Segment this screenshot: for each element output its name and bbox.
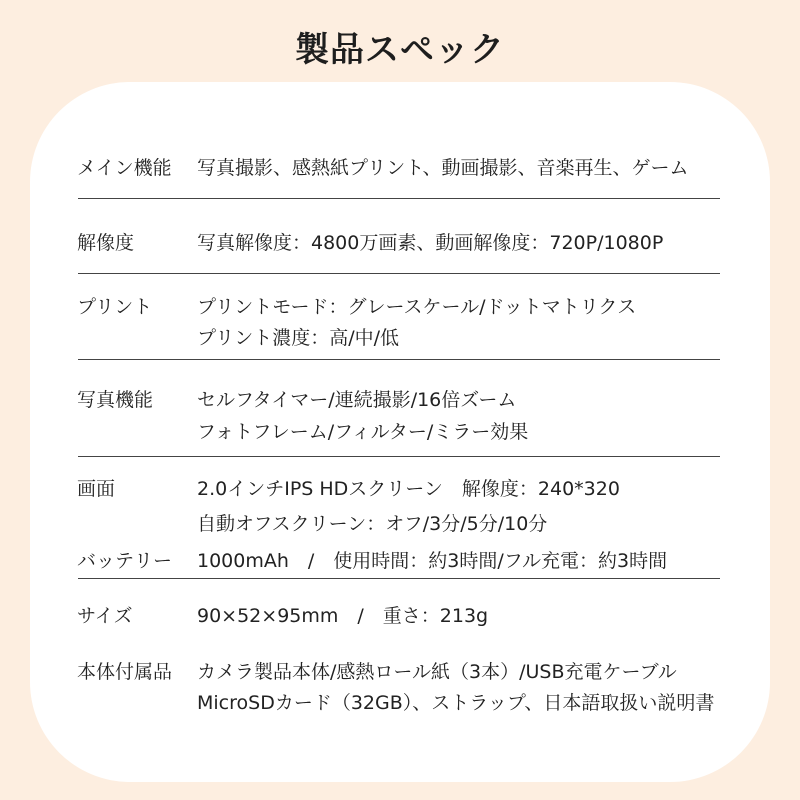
divider xyxy=(78,359,720,360)
spec-value-screen-2: 自動オフスクリーン：オフ/3分/5分/10分 xyxy=(197,513,548,535)
spec-label-photo-functions: 写真機能 xyxy=(77,389,154,411)
spec-value-photo-functions-1: セルフタイマー/連続撮影/16倍ズーム xyxy=(197,389,517,411)
page-title: 製品スペック xyxy=(295,30,505,70)
spec-value-print-density: プリント濃度：高/中/低 xyxy=(197,327,400,349)
spec-value-battery: 1000mAh / 使用時間：約3時間/フル充電：約3時間 xyxy=(197,550,668,572)
spec-label-resolution: 解像度 xyxy=(77,232,135,254)
spec-value-resolution: 写真解像度：4800万画素、動画解像度：720P/1080P xyxy=(197,232,664,254)
divider xyxy=(78,578,720,579)
spec-value-accessories-1: カメラ製品本体/感熱ロール紙（3本）/USB充電ケーブル xyxy=(197,661,677,683)
divider xyxy=(78,273,720,274)
spec-label-battery: バッテリー xyxy=(77,550,173,572)
spec-label-size: サイズ xyxy=(77,605,133,627)
spec-value-print-mode: プリントモード：グレースケール/ドットマトリクス xyxy=(197,296,637,318)
spec-value-size: 90×52×95mm / 重さ：213g xyxy=(197,605,489,627)
spec-label-main-functions: メイン機能 xyxy=(77,157,172,179)
spec-value-photo-functions-2: フォトフレーム/フィルター/ミラー効果 xyxy=(197,421,529,443)
spec-label-screen: 画面 xyxy=(77,478,116,500)
spec-value-accessories-2: MicroSDカード（32GB）、ストラップ、日本語取扱い説明書 xyxy=(197,692,715,714)
spec-label-print: プリント xyxy=(77,296,153,318)
spec-label-accessories: 本体付属品 xyxy=(77,661,173,683)
spec-value-main-functions: 写真撮影、感熱紙プリント、動画撮影、音楽再生、ゲーム xyxy=(197,157,689,179)
spec-value-screen-1: 2.0インチIPS HDスクリーン 解像度：240*320 xyxy=(197,478,620,500)
divider xyxy=(78,198,720,199)
divider xyxy=(78,456,720,457)
